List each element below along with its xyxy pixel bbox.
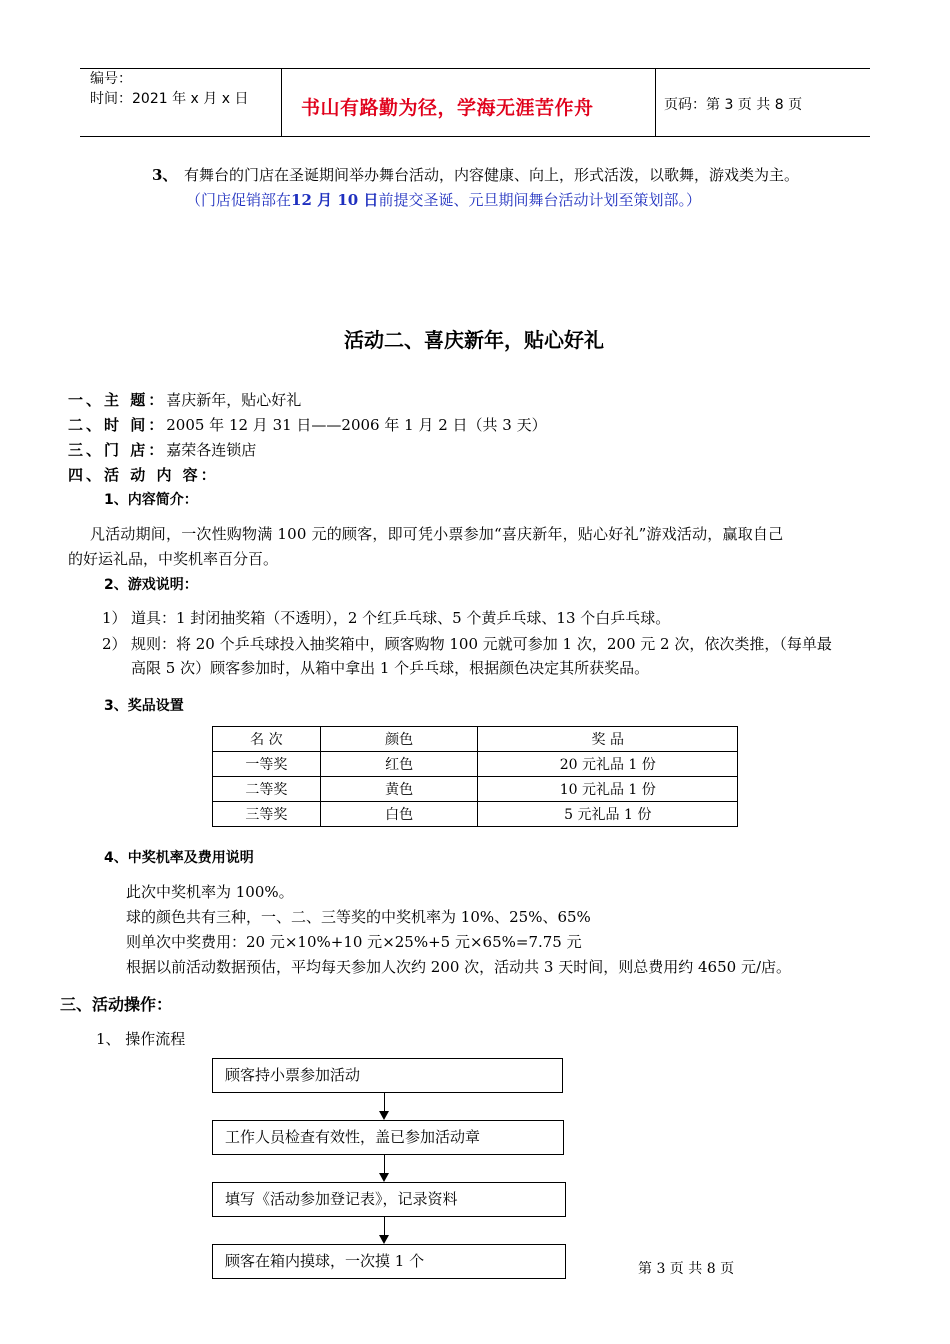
info-content [68, 464, 219, 485]
prize-table-header-color: 颜色 [320, 727, 478, 752]
table-cell-rank: 一等奖 [213, 752, 321, 777]
table-cell-rank: 二等奖 [213, 777, 321, 802]
content-paragraph-line-2: 的好运礼品，中奖机率百分百。 [68, 550, 279, 568]
rule-1-text: 道具：1 封闭抽奖箱（不透明），2 个红乒乓球、5 个黄乒乓球、13 个白乒乓球。 [131, 609, 671, 627]
header-divider-right [655, 68, 656, 136]
table-cell-prize: 5 元礼品 1 份 [478, 802, 738, 827]
table-cell-prize: 20 元礼品 1 份 [478, 752, 738, 777]
table-cell-prize: 10 元礼品 1 份 [478, 777, 738, 802]
content-heading-1: 1、内容简介： [104, 492, 198, 508]
prize-table-header-prize: 奖 品 [478, 727, 738, 752]
cost-line-1: 此次中奖机率为 100%。 [126, 883, 294, 901]
info-theme-value: 喜庆新年，贴心好礼 [166, 391, 302, 409]
intro-item-text: 有舞台的门店在圣诞期间举办舞台活动，内容健康、向上，形式活泼，以歌舞，游戏类为主。 [184, 166, 800, 184]
flow-connector-1 [384, 1093, 385, 1111]
intro-note-open: （门店促销部在 [186, 191, 292, 209]
operation-sub-heading: 1、 操作流程 [96, 1030, 186, 1048]
table-cell-color: 黄色 [320, 777, 478, 802]
prize-table [212, 726, 738, 827]
content-heading-4: 4、中奖机率及费用说明 [104, 850, 254, 866]
info-time-label: 二、时 间： [68, 416, 167, 434]
header-time-label: 时间：2021 年 x 月 x 日 [90, 91, 249, 107]
flow-step-3: 填写《活动参加登记表》，记录资料 [212, 1182, 566, 1217]
info-time [68, 414, 547, 435]
prize-table-header-rank: 名 次 [213, 727, 321, 752]
rule-2-text-line-2: 高限 5 次）顾客参加时，从箱中拿出 1 个乒乓球，根据颜色决定其所获奖品。 [131, 659, 650, 677]
flow-step-1: 顾客持小票参加活动 [212, 1058, 563, 1093]
rule-1-number: 1） [102, 609, 127, 627]
header-bottom-rule [80, 136, 870, 137]
info-theme [68, 389, 301, 410]
info-time-value: 2005 年 12 月 31 日——2006 年 1 月 2 日（共 3 天） [166, 416, 547, 434]
flow-arrow-1-icon [379, 1111, 389, 1120]
intro-note-date: 12 月 10 日 [291, 191, 379, 209]
intro-note [186, 189, 701, 210]
table-cell-color: 白色 [320, 802, 478, 827]
header-divider-left [281, 68, 282, 136]
rule-2-number: 2） [102, 635, 127, 653]
flow-arrow-2-icon [379, 1173, 389, 1182]
header-code-label: 编号： [90, 71, 132, 87]
page-footer: 第 3 页 共 8 页 [638, 1261, 735, 1277]
flow-step-2: 工作人员检查有效性，盖已参加活动章 [212, 1120, 564, 1155]
info-store [68, 439, 256, 460]
intro-note-close: 前提交圣诞、元旦期间舞台活动计划至策划部。） [378, 191, 701, 209]
flow-step-4: 顾客在箱内摸球，一次摸 1 个 [212, 1244, 566, 1279]
content-paragraph-line-1: 凡活动期间，一次性购物满 100 元的顾客，即可凭小票参加“喜庆新年，贴心好礼”游戏活动，赢取自己 [90, 525, 784, 543]
cost-line-3: 则单次中奖费用：20 元×10%+10 元×25%+5 元×65%=7.75 元 [126, 933, 582, 951]
info-store-label: 三、门 店： [68, 441, 167, 459]
header-motto: 书山有路勤为径，学海无涯苦作舟 [301, 97, 594, 119]
table-row [213, 752, 738, 777]
activity-title: 活动二、喜庆新年，贴心好礼 [344, 328, 604, 352]
content-heading-2: 2、游戏说明： [104, 577, 198, 593]
header-top-rule [80, 68, 870, 69]
cost-line-2: 球的颜色共有三种，一、二、三等奖的中奖机率为 10%、25%、65% [126, 908, 591, 926]
info-theme-label: 一、主 题： [68, 391, 167, 409]
operation-heading: 三、活动操作： [60, 995, 173, 1014]
info-store-value: 嘉荣各连锁店 [166, 441, 257, 459]
table-cell-rank: 三等奖 [213, 802, 321, 827]
content-heading-3: 3、奖品设置 [104, 698, 184, 714]
flow-connector-2 [384, 1155, 385, 1173]
prize-table-header-row [213, 727, 738, 752]
rule-2-text-line-1: 规则：将 20 个乒乓球投入抽奖箱中，顾客购物 100 元就可参加 1 次，200 元 2 次，依次类推，（每单最 [131, 635, 832, 653]
header-page-label: 页码：第 3 页 共 8 页 [664, 97, 803, 113]
table-row [213, 777, 738, 802]
intro-item-number: 3、 [152, 166, 178, 184]
table-cell-color: 红色 [320, 752, 478, 777]
flow-arrow-3-icon [379, 1235, 389, 1244]
flow-connector-3 [384, 1217, 385, 1235]
table-row [213, 802, 738, 827]
cost-line-4: 根据以前活动数据预估，平均每天参加人次约 200 次，活动共 3 天时间，则总费用约 4650 元/店。 [126, 958, 792, 976]
info-content-label: 四、活 动 内 容： [68, 466, 219, 484]
